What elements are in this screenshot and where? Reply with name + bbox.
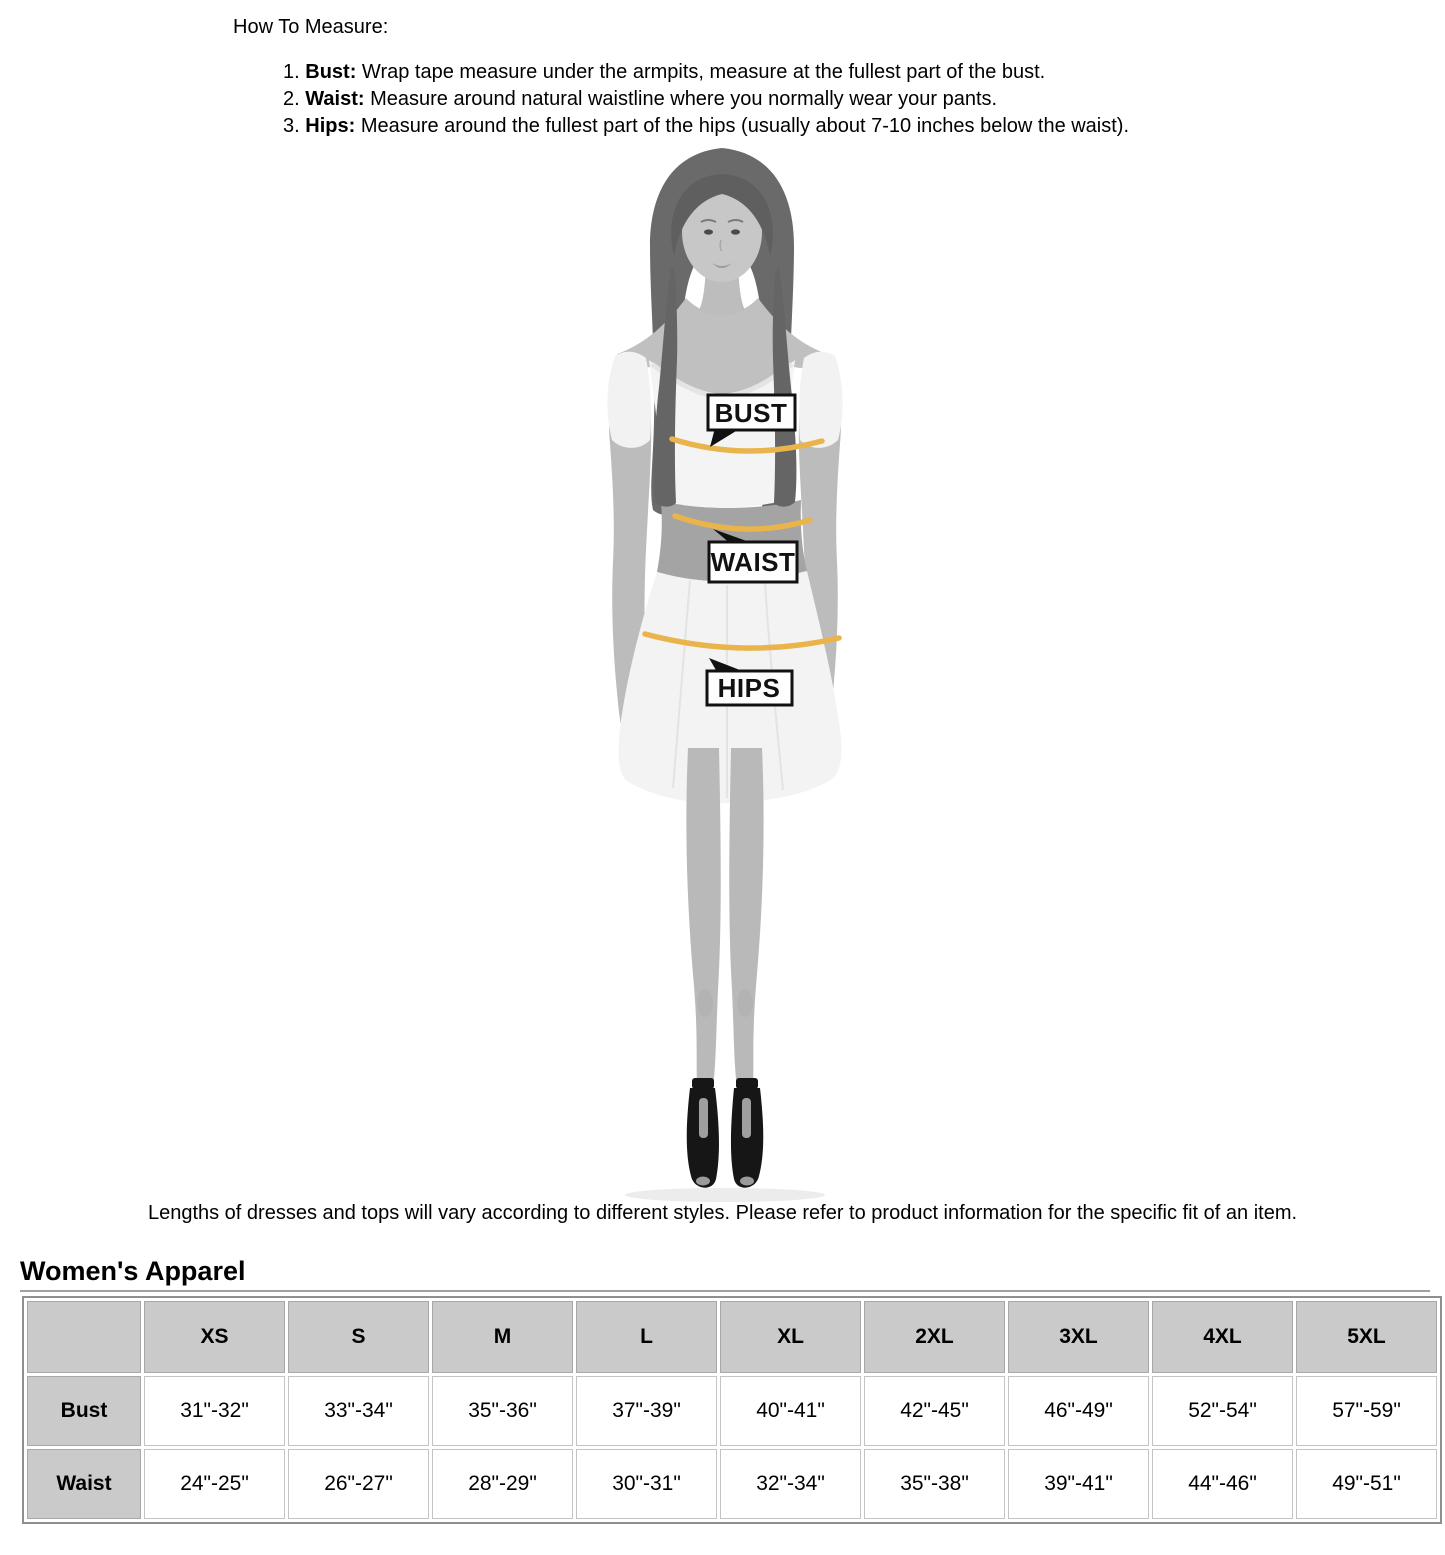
size-column-header: XL — [720, 1301, 861, 1373]
size-cell: 33"-34" — [288, 1376, 429, 1446]
floor-shadow — [625, 1188, 825, 1202]
size-table-header-row — [27, 1301, 1437, 1373]
corner-cell — [27, 1301, 141, 1373]
model-shoe-strap-right — [736, 1078, 758, 1089]
size-cell: 57"-59" — [1296, 1376, 1437, 1446]
size-table-heading: Women's Apparel — [20, 1256, 246, 1286]
size-cell: 30"-31" — [576, 1449, 717, 1519]
bust-label-text: BUST — [714, 398, 788, 428]
size-cell: 49"-51" — [1296, 1449, 1437, 1519]
instruction-label: Hips: — [305, 115, 356, 137]
size-cell: 52"-54" — [1152, 1376, 1293, 1446]
instruction-text: Measure around the fullest part of the hips (usually about 7-10 inches below the waist). — [360, 115, 1130, 137]
instruction-text: Wrap tape measure under the armpits, measure at the fullest part of the bust. — [361, 61, 1046, 83]
size-cell: 32"-34" — [720, 1449, 861, 1519]
model-toes-left — [696, 1177, 710, 1186]
measure-instructions-list — [283, 59, 1129, 140]
row-label-bust: Bust — [27, 1376, 141, 1446]
size-column-header: 2XL — [864, 1301, 1005, 1373]
size-cell: 28"-29" — [432, 1449, 573, 1519]
size-column-header: M — [432, 1301, 573, 1373]
model-shoe-chain-right — [742, 1098, 751, 1138]
womens-apparel-size-table — [22, 1296, 1442, 1524]
size-column-header: L — [576, 1301, 717, 1373]
instruction-text: Measure around natural waistline where you normally wear your pants. — [370, 88, 998, 110]
size-column-header: 5XL — [1296, 1301, 1437, 1373]
model-toes-right — [740, 1177, 754, 1186]
instruction-waist — [283, 86, 1129, 113]
fit-note: Lengths of dresses and tops will vary according to different styles. Please refer to product information for the specific fit of an item. — [147, 1202, 1298, 1224]
model-shoe-chain-left — [699, 1098, 708, 1138]
model-leg-right — [729, 748, 763, 1088]
size-cell: 40"-41" — [720, 1376, 861, 1446]
waist-row — [27, 1449, 1437, 1519]
model-shoe-strap-left — [692, 1078, 714, 1089]
model-eye-right — [731, 229, 740, 234]
model-knee-left — [697, 989, 713, 1017]
size-cell: 42"-45" — [864, 1376, 1005, 1446]
model-eye-left — [704, 229, 713, 234]
size-column-header: 3XL — [1008, 1301, 1149, 1373]
instruction-hips — [283, 113, 1129, 140]
size-column-header: S — [288, 1301, 429, 1373]
hips-label-text: HIPS — [717, 673, 781, 703]
size-column-header: XS — [144, 1301, 285, 1373]
size-cell: 26"-27" — [288, 1449, 429, 1519]
size-cell: 39"-41" — [1008, 1449, 1149, 1519]
model-sleeve-right — [799, 352, 843, 448]
size-cell: 44"-46" — [1152, 1449, 1293, 1519]
heading-divider — [20, 1290, 1430, 1292]
size-column-header: 4XL — [1152, 1301, 1293, 1373]
size-cell: 35"-36" — [432, 1376, 573, 1446]
instruction-label: Waist: — [305, 88, 365, 110]
instruction-label: Bust: — [305, 61, 357, 83]
measurement-model-figure — [555, 148, 905, 1210]
instruction-number: 1. — [283, 61, 300, 83]
model-leg-left — [686, 748, 720, 1088]
bust-row — [27, 1376, 1437, 1446]
waist-label-text: WAIST — [710, 547, 796, 577]
instruction-number: 3. — [283, 115, 300, 137]
instruction-bust — [283, 59, 1129, 86]
size-cell: 35"-38" — [864, 1449, 1005, 1519]
row-label-waist: Waist — [27, 1449, 141, 1519]
size-cell: 31"-32" — [144, 1376, 285, 1446]
size-cell: 46"-49" — [1008, 1376, 1149, 1446]
model-sleeve-left — [607, 352, 651, 448]
model-knee-right — [737, 989, 753, 1017]
size-cell: 24"-25" — [144, 1449, 285, 1519]
how-to-measure-title: How To Measure: — [233, 16, 389, 38]
instruction-number: 2. — [283, 88, 300, 110]
size-cell: 37"-39" — [576, 1376, 717, 1446]
